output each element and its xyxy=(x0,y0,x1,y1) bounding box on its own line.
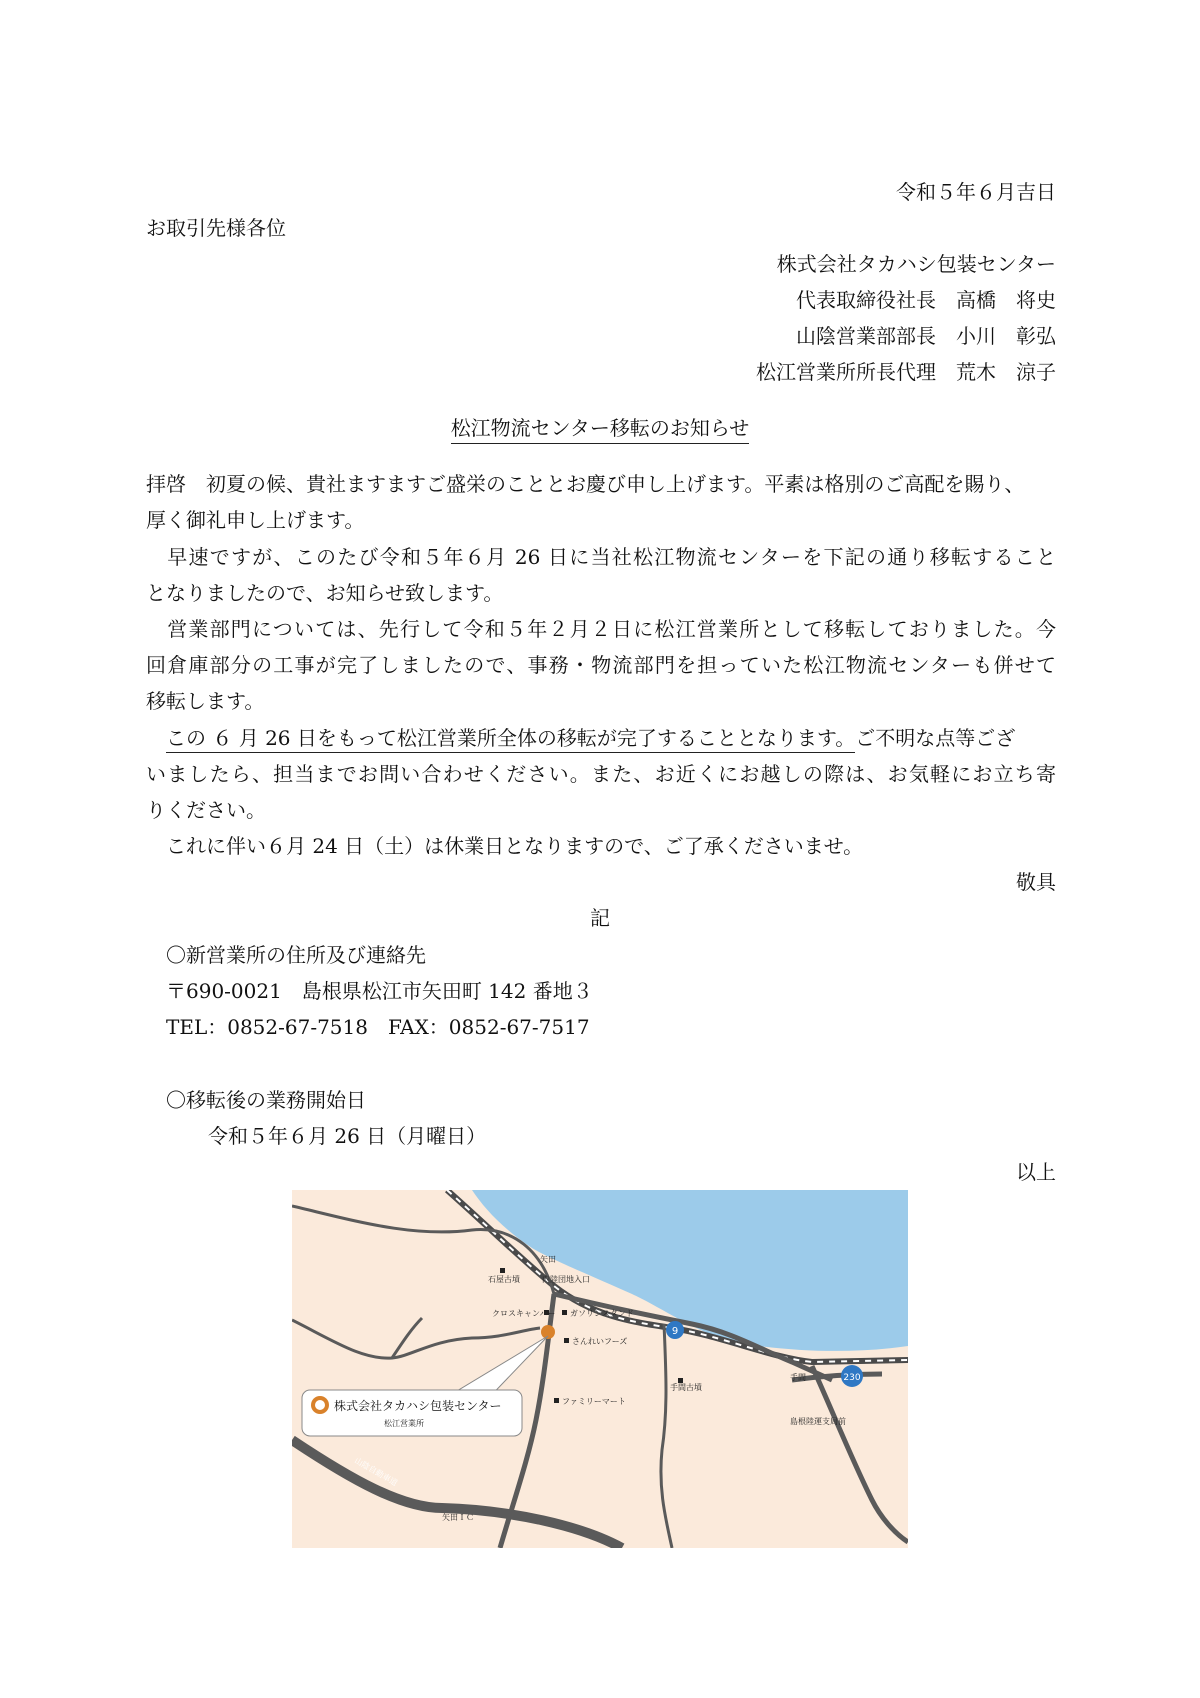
callout-box xyxy=(302,1390,522,1436)
route-230-number: 230 xyxy=(843,1373,861,1383)
sender-manager: 山陰営業部部長 小川 彰弘 xyxy=(796,324,1056,348)
paragraph-3-line-3: 移転します。 xyxy=(146,689,265,713)
paragraph-4-rest: ご不明な点等ござ xyxy=(855,726,1016,750)
label-sanrei: さんれいフーズ xyxy=(572,1337,628,1346)
sanrei-marker xyxy=(564,1338,569,1343)
callout-title: 株式会社タカハシ包装センター xyxy=(334,1399,502,1413)
ki-heading: 記 xyxy=(590,906,610,930)
label-crosscamp: クロスキャンパー xyxy=(492,1309,556,1318)
label-uchiriku: 内陸団地入口 xyxy=(542,1275,590,1284)
gasstation-marker xyxy=(562,1310,567,1315)
office-location-marker xyxy=(541,1325,555,1339)
label-tema: 手間 xyxy=(790,1373,806,1382)
paragraph-4-line-2: いましたら、担当までお問い合わせください。また、お近くにお越しの際は、お気軽にお立ち寄 xyxy=(146,762,1056,786)
underlined-notice: この ６ 月 26 日をもって松江営業所全体の移転が完了することとなります。 xyxy=(166,726,855,753)
route-9-number: 9 xyxy=(671,1326,679,1337)
paragraph-4-line-3: りください。 xyxy=(146,798,266,822)
paragraph-3-line-2: 回倉庫部分の工事が完了しましたので、事務・物流部門を担っていた松江物流センターも併せて xyxy=(146,653,1056,677)
label-ishiya: 石屋古墳 xyxy=(488,1275,520,1284)
label-yata: 矢田 xyxy=(540,1255,556,1264)
company-logo-inner xyxy=(315,1400,325,1410)
familymart-marker xyxy=(554,1398,559,1403)
start-date: 令和５年６月 26 日（月曜日） xyxy=(208,1124,487,1148)
document-title: 松江物流センター移転のお知らせ xyxy=(451,416,750,444)
sender-company: 株式会社タカハシ包装センター xyxy=(776,252,1056,276)
document-date: 令和５年６月吉日 xyxy=(896,180,1056,204)
paragraph-1-line-1: 拝啓 初夏の候、貴社ますますご盛栄のこととお慶び申し上げます。平素は格別のご高配を賜り、 xyxy=(146,472,1025,496)
callout-subtitle: 松江営業所 xyxy=(384,1419,424,1428)
paragraph-4-line-1 xyxy=(166,724,1015,752)
contact-info: TEL：0852-67-7518 FAX：0852-67-7517 xyxy=(166,1015,590,1039)
paragraph-1-line-2: 厚く御礼申し上げます。 xyxy=(146,508,365,532)
paragraph-3-line-1: 営業部門については、先行して令和５年２月２日に松江営業所として移転しておりました。今 xyxy=(146,617,1056,641)
label-tema-kofun: 手間古墳 xyxy=(670,1383,702,1392)
label-sanin-road: 山陰自動車道 xyxy=(353,1455,400,1488)
section-address-title: 〇新営業所の住所及び連絡先 xyxy=(166,943,426,967)
closing-keigu: 敬具 xyxy=(1016,870,1056,894)
paragraph-2-line-1: 早速ですが、このたび令和５年６月 26 日に当社松江物流センターを下記の通り移転すること xyxy=(146,545,1056,569)
location-map xyxy=(292,1190,908,1548)
label-familymart: ファミリーマート xyxy=(562,1397,626,1406)
ishiya-marker xyxy=(500,1268,505,1273)
recipient: お取引先様各位 xyxy=(146,216,286,240)
paragraph-2-line-2: となりましたので、お知らせ致します。 xyxy=(146,581,504,605)
ijou: 以上 xyxy=(1016,1160,1056,1184)
label-gasstation: ガソリンスタンド xyxy=(570,1309,634,1318)
document-title-wrap xyxy=(0,414,1200,442)
sender-deputy: 松江営業所所長代理 荒木 涼子 xyxy=(756,360,1056,384)
address: 〒690-0021 島根県松江市矢田町 142 番地３ xyxy=(166,979,593,1003)
sender-president: 代表取締役社長 高橋 将史 xyxy=(796,288,1056,312)
label-shimane-bus: 島根陸運支局前 xyxy=(790,1417,846,1426)
label-yata-ic: 矢田ＩＣ xyxy=(442,1513,474,1522)
paragraph-5: これに伴い６月 24 日（土）は休業日となりますので、ご了承くださいませ。 xyxy=(166,834,864,858)
section-start-title: 〇移転後の業務開始日 xyxy=(166,1088,366,1112)
